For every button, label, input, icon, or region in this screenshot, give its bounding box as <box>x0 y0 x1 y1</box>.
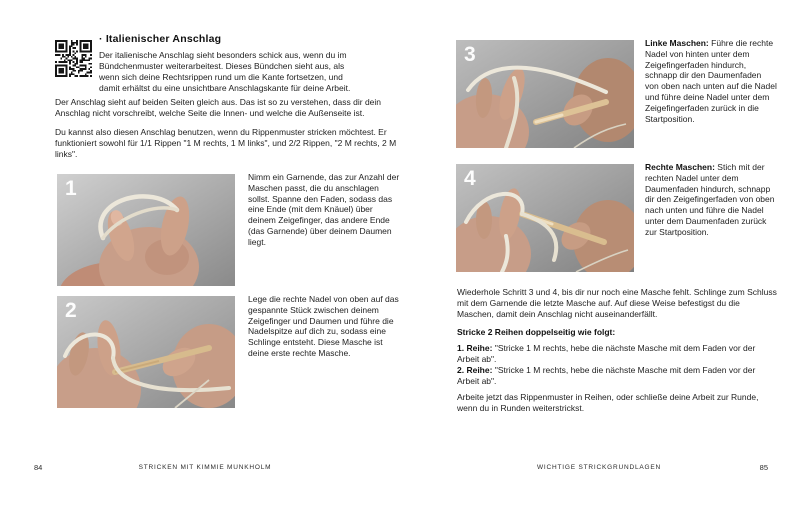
footer-right-title: WICHTIGE STRICKGRUNDLAGEN <box>536 464 661 471</box>
step-number: 1 <box>65 177 77 200</box>
step-2-text: Lege die rechte Nadel von oben auf das gespannte Stück zwischen deinem Zeigefinger und Daumen und führe die Nadelspitze auf dich zu, sodass eine Schlinge entsteht. Diese Masche ist deine erste rechte Masche. <box>248 294 399 358</box>
row-2-text: "Stricke 1 M rechts, hebe die nächste Masche mit dem Faden vor der Arbeit ab". <box>457 365 756 386</box>
step-4-body: Stich mit der rechten Nadel unter dem Daumenfaden hindurch, schnapp dir den Zeigefingerfaden von oben nach unten und führe die Nadel unter dem Daumenfaden zurück zur Startposition. <box>645 162 775 237</box>
step-photo-4 <box>456 164 634 272</box>
step-number: 3 <box>464 43 476 66</box>
paragraph-rib: Du kannst also diesen Anschlag benutzen, wenn du Rippenmuster stricken möchtest. Er funktioniert sowohl für 1/1 Rippen "1 M rechts, 1 M links", und 2/2 Rippen, "2 M rechts, 2 M links". <box>55 127 397 159</box>
purl-stitch-illustration <box>456 40 634 148</box>
page-number-right: 85 <box>759 463 768 472</box>
hand-needle-illustration <box>57 296 235 408</box>
step-photo-3 <box>456 40 634 148</box>
footer-left-title: STRICKEN MIT KIMMIE MUNKHOLM <box>138 464 272 471</box>
qr-code <box>55 40 92 77</box>
section-heading: · Italienischer Anschlag <box>99 33 222 45</box>
knit-stitch-illustration <box>456 164 634 272</box>
rows-heading: Stricke 2 Reihen doppelseitig wie folgt: <box>457 327 616 337</box>
rows-list <box>457 343 779 387</box>
step-3-text <box>645 38 777 124</box>
row-2-label: 2. Reihe: <box>457 365 493 375</box>
step-1-text: Nimm ein Garnende, das zur Anzahl der Maschen passt, die du anschlagen sollst. Spanne den Faden, sodass das eine Ende (mit dem Knäuel) über deinem Zeigefinger, das andere Ende (das Garnende) über deinem Daumen liegt. <box>248 172 400 247</box>
intro-paragraph: Der italienische Anschlag sieht besonders schick aus, wenn du im Bündchenmuster weiterarbeitest. Dieses Bündchen sieht aus, als wenn sich deine Rechtsrippen rund um die Kante fortsetzen, und damit erhältst du eine unsichtbare Anschlagskante für deine Arbeit. <box>99 50 351 93</box>
step-photo-2 <box>57 296 235 408</box>
paragraph-final: Arbeite jetzt das Rippenmuster in Reihen, oder schließe deine Arbeit zur Runde, wenn du in Runden weiterstrickst. <box>457 392 759 413</box>
step-3-lead: Linke Maschen: <box>645 38 709 48</box>
step-number: 2 <box>65 299 77 322</box>
row-2 <box>457 365 779 387</box>
row-1 <box>457 343 779 365</box>
paragraph-sides: Der Anschlag sieht auf beiden Seiten gleich aus. Das ist so zu verstehen, dass dir dein Anschlag nicht vorschreibt, welche Seite die Innen- und welche die Außenseite ist. <box>55 97 382 118</box>
paragraph-repeat: Wiederhole Schritt 3 und 4, bis dir nur noch eine Masche fehlt. Schlinge zum Schluss mit dem Garnende die letzte Masche auf. Auf diese Weise befestigst du die Maschen, damit dein Anschlag nicht auseinanderfällt. <box>457 287 777 319</box>
row-1-text: "Stricke 1 M rechts, hebe die nächste Masche mit dem Faden vor der Arbeit ab". <box>457 343 756 364</box>
step-4-lead: Rechte Maschen: <box>645 162 715 172</box>
step-3-body: Führe die rechte Nadel von hinten unter dem Zeigefingerfaden hindurch, schnapp dir den Daumenfaden von oben nach unten auf die Nadel und führe deine Nadel unter dem Zeigefingerfaden zurück in die Startposition. <box>645 38 777 124</box>
row-1-label: 1. Reihe: <box>457 343 493 353</box>
step-number: 4 <box>464 167 476 190</box>
page-number-left: 84 <box>34 463 43 472</box>
hand-yarn-illustration <box>57 174 235 286</box>
step-4-text <box>645 162 777 238</box>
step-photo-1 <box>57 174 235 286</box>
